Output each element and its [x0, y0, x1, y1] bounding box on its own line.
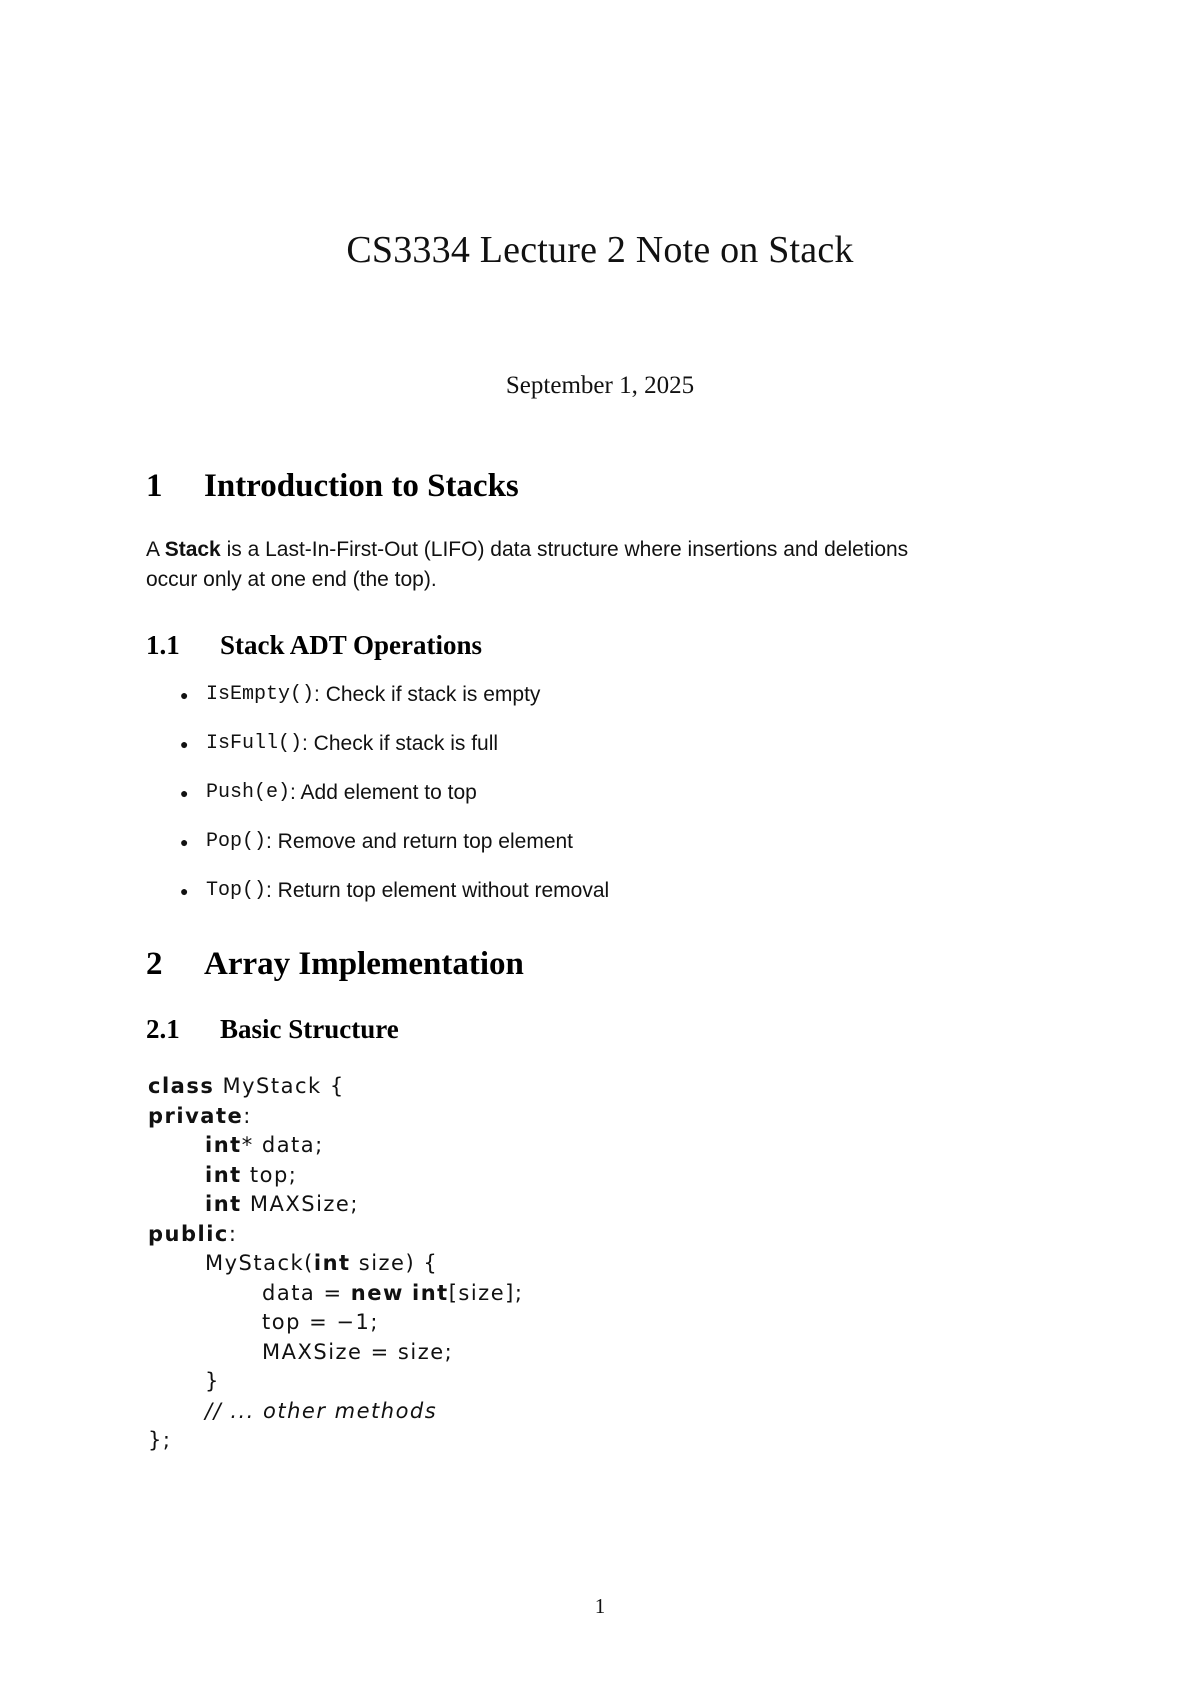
code-keyword: int [313, 1251, 351, 1275]
code-line [148, 1072, 523, 1102]
code-text: [size]; [448, 1280, 524, 1305]
code-keyword: int [205, 1162, 242, 1187]
operation-name: IsFull() [206, 732, 303, 755]
code-keyword: class [148, 1074, 215, 1098]
operation-desc: : Return top element without removal [266, 879, 610, 902]
operation-name: Push(e) [206, 781, 291, 804]
document-title: CS3334 Lecture 2 Note on Stack [346, 229, 854, 271]
intro-line-1 [146, 535, 1066, 565]
section-1-1-heading [146, 630, 482, 661]
code-text: * data; [241, 1133, 324, 1157]
code-line: } [205, 1369, 220, 1393]
code-line [148, 1102, 523, 1132]
section-number: 2.1 [146, 1014, 180, 1044]
intro-prefix: A [146, 538, 165, 561]
code-line: MAXSize = size; [262, 1339, 454, 1364]
intro-line-2: occur only at one end (the top). [146, 568, 437, 591]
code-listing [148, 1072, 523, 1456]
code-text: : [228, 1221, 238, 1246]
bullet-icon: ● [180, 687, 189, 703]
section-number: 2 [146, 946, 163, 982]
code-keyword: int [412, 1280, 449, 1305]
code-line: }; [148, 1428, 172, 1452]
operations-list [180, 680, 609, 925]
operation-desc: : Check if stack is empty [314, 683, 541, 706]
operation-desc: : Add element to top [290, 781, 477, 804]
code-text: MyStack { [214, 1074, 345, 1098]
bullet-icon: ● [180, 834, 189, 850]
section-number: 1.1 [146, 630, 180, 660]
code-line [148, 1190, 523, 1220]
list-item [180, 827, 609, 876]
section-2-heading [146, 946, 524, 983]
code-keyword: new [350, 1280, 404, 1305]
list-item [180, 778, 609, 827]
bullet-icon: ● [180, 785, 189, 801]
operation-name: Pop() [206, 830, 267, 853]
code-line [148, 1131, 523, 1161]
document-date: September 1, 2025 [505, 372, 695, 399]
operation-desc: : Remove and return top element [266, 830, 574, 853]
section-title: Introduction to Stacks [204, 468, 519, 504]
code-text: top; [241, 1162, 298, 1187]
section-2-1-heading [146, 1014, 399, 1045]
section-title: Array Implementation [204, 946, 524, 982]
list-item [180, 680, 609, 729]
operation-desc: : Check if stack is full [302, 732, 499, 755]
code-line: top = −1; [262, 1310, 379, 1334]
code-keyword: public [148, 1221, 229, 1246]
code-text [404, 1281, 412, 1305]
intro-line-1-rest: is a Last-In-First-Out (LIFO) data structure where insertions and deletions [220, 538, 909, 561]
operation-name: IsEmpty() [206, 683, 315, 706]
code-line [148, 1161, 523, 1191]
list-item [180, 729, 609, 778]
bullet-icon: ● [180, 883, 189, 899]
section-1-heading [146, 468, 519, 505]
code-text: MAXSize; [241, 1192, 359, 1216]
code-text: : [243, 1103, 252, 1128]
intro-term: Stack [164, 538, 221, 561]
bullet-icon: ● [180, 736, 189, 752]
section-number: 1 [146, 468, 163, 504]
code-text: MyStack( [205, 1251, 314, 1275]
page-number: 1 [594, 1594, 606, 1618]
code-line [148, 1249, 523, 1279]
code-text: data = [262, 1280, 351, 1305]
intro-paragraph [146, 535, 1066, 595]
code-keyword: int [205, 1133, 242, 1157]
code-line [148, 1220, 523, 1250]
operation-name: Top() [206, 879, 267, 902]
code-text: size) { [350, 1251, 439, 1275]
section-title: Basic Structure [220, 1014, 399, 1044]
code-line [148, 1279, 523, 1309]
code-keyword: private [148, 1103, 244, 1128]
list-item [180, 876, 609, 925]
section-title: Stack ADT Operations [220, 630, 483, 660]
code-keyword: int [205, 1192, 242, 1216]
code-comment: // ... other methods [205, 1398, 438, 1423]
